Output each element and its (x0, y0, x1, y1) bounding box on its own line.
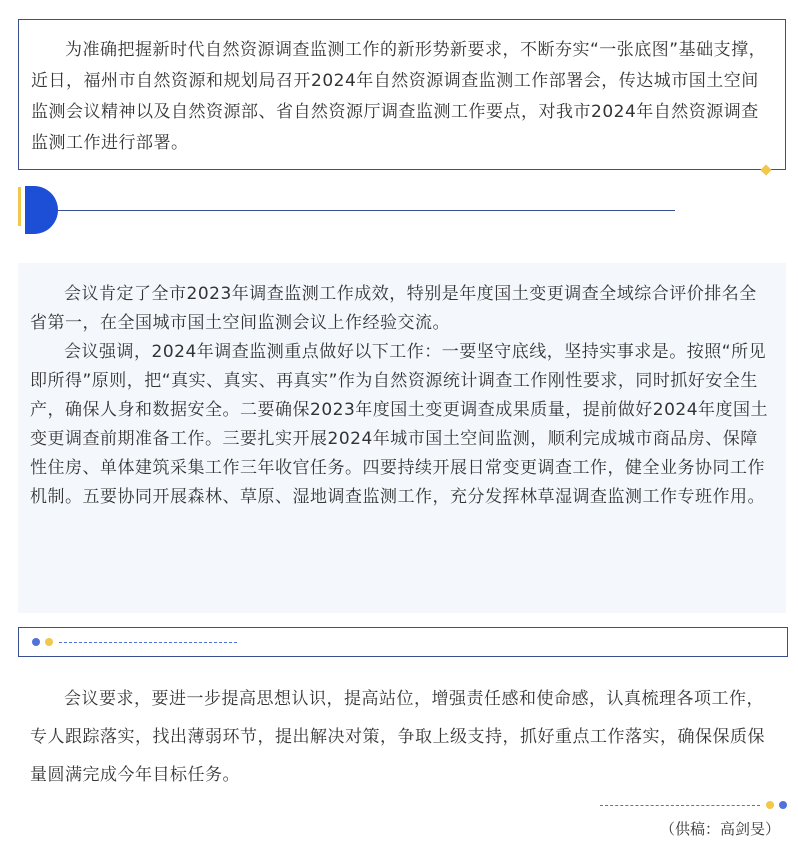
closing-section (18, 680, 786, 794)
body-paragraph-2: 会议强调，2024年调查监测重点做好以下工作：一要坚守底线，坚持实事求是。按照“所见即所得”原则，把“真实、真实、再真实”作为自然资源统计调查工作刚性要求，同时抓好安全生产，确保人身和数据安全。二要确保2023年度国土变更调查成果质量，提前做好2024年度国土变更调查前期准备工作。三要扎实开展2024年城市国土空间监测，顺利完成城市商品房、保障性住房、单体建筑采集工作三年收官任务。四要持续开展日常变更调查工作，健全业务协同工作机制。五要协同开展森林、草原、湿地调查监测工作，充分发挥林草湿调查监测工作专班作用。 (30, 342, 769, 507)
intro-paragraph: 为准确把握新时代自然资源调查监测工作的新形势新要求，不断夯实“一张底图”基础支撑，近日，福州市自然资源和规划局召开2024年自然资源调查监测工作部署会，传达城市国土空间监测会议精神以及自然资源部、省自然资源厅调查监测工作要点，对我市2024年自然资源调查监测工作进行部署。 (31, 40, 767, 153)
footer-dashed-line (600, 805, 760, 806)
yellow-dot-icon (766, 801, 774, 809)
separator-box (18, 627, 788, 657)
intro-box (18, 19, 786, 170)
header-yellow-bar (18, 187, 21, 226)
yellow-dot-icon (45, 638, 53, 646)
header-divider-line (58, 210, 675, 211)
blue-dot-icon (32, 638, 40, 646)
blue-dot-icon (779, 801, 787, 809)
author-credit: （供稿：高剑旻） (659, 820, 780, 838)
half-circle-decoration-icon (25, 186, 58, 234)
closing-paragraph: 会议要求，要进一步提高思想认识，提高站位，增强责任感和使命感，认真梳理各项工作，专人跟踪落实，找出薄弱环节，提出解决对策，争取上级支持，抓好重点工作落实，确保保质保量圆满完成今年目标任务。 (30, 689, 765, 785)
body-paragraph-1: 会议肯定了全市2023年调查监测工作成效，特别是年度国土变更调查全域综合评价排名全省第一，在全国城市国土空间监测会议上作经验交流。 (30, 284, 757, 333)
main-content-panel (18, 263, 786, 613)
dashed-line (59, 642, 237, 643)
